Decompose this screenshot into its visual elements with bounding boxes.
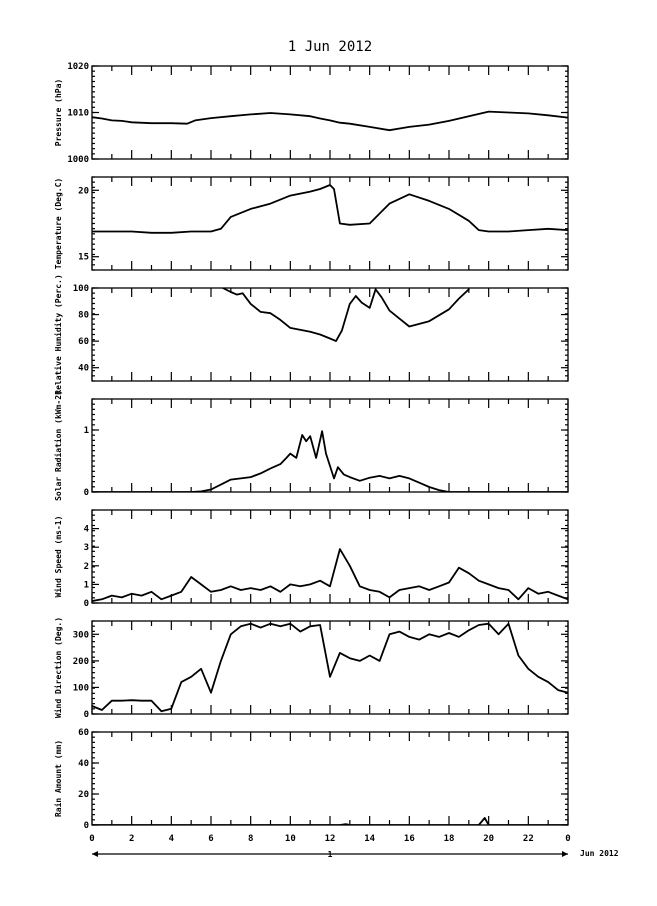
y-axis-label: Temperature (Deg.C) [54, 177, 63, 270]
y-tick-label: 1000 [67, 155, 89, 165]
y-axis-label: Solar Radiation (kWm-2) [54, 390, 63, 501]
day-bracket-left-arrow [92, 851, 98, 857]
x-tick-label: 16 [403, 834, 415, 844]
y-tick-label: 200 [72, 656, 89, 667]
y-tick-label: 20 [78, 790, 89, 800]
panel-5 [53, 617, 568, 720]
x-tick-label: 8 [247, 834, 254, 844]
x-tick-label: 10 [284, 834, 296, 844]
y-tick-label: 1010 [67, 108, 89, 119]
y-tick-label: 20 [78, 186, 89, 197]
x-tick-label: 0 [565, 834, 571, 844]
x-axis [89, 834, 570, 859]
panel-frame [92, 732, 568, 825]
y-tick-label: 0 [83, 710, 89, 720]
panel-2 [53, 274, 568, 394]
y-tick-label: 100 [72, 284, 89, 294]
x-tick-label: 4 [168, 834, 175, 844]
panel-4 [53, 510, 568, 609]
y-tick-label: 60 [78, 337, 89, 348]
y-axis-label: Relative Humidity (Perc.) [54, 274, 63, 395]
y-tick-label: 0 [83, 488, 89, 498]
panel-6 [53, 728, 568, 831]
y-tick-label: 1 [83, 426, 89, 436]
panel-frame [92, 288, 568, 381]
panel-3 [53, 390, 568, 501]
panel-1 [54, 177, 568, 270]
y-axis-label: Pressure (hPa) [54, 78, 63, 147]
y-tick-label: 1020 [67, 62, 89, 72]
y-tick-label: 40 [78, 363, 89, 374]
x-tick-label: 14 [364, 834, 376, 844]
y-tick-label: 1 [83, 580, 89, 591]
y-tick-label: 4 [83, 524, 89, 535]
x-tick-label: 12 [324, 834, 336, 844]
x-tick-label: 2 [128, 834, 135, 844]
panel-frame [92, 621, 568, 714]
x-axis-day-label: 1 [327, 850, 333, 859]
y-tick-label: 0 [83, 599, 89, 609]
y-axis-label: Wind Speed (ms-1) [54, 515, 63, 598]
y-axis-label: Rain Amount (mm) [54, 739, 63, 818]
panel-frame [92, 399, 568, 492]
y-tick-label: 3 [83, 543, 89, 554]
x-axis-period-label: Jun 2012 [580, 849, 619, 858]
y-tick-label: 80 [78, 310, 89, 321]
day-bracket-right-arrow [562, 851, 568, 857]
panel-frame [92, 177, 568, 270]
x-tick-label: 22 [522, 834, 534, 844]
series-line [92, 431, 568, 492]
series-line [92, 549, 568, 601]
panel-frame [92, 510, 568, 603]
x-tick-label: 0 [89, 834, 95, 844]
y-tick-label: 2 [83, 561, 89, 572]
series-line [92, 112, 568, 131]
y-tick-label: 0 [83, 821, 89, 831]
y-tick-label: 60 [78, 728, 89, 738]
y-tick-label: 15 [78, 252, 89, 263]
chart-title: 1 Jun 2012 [287, 39, 373, 55]
series-line [223, 288, 469, 341]
panels-group [53, 62, 568, 831]
series-line [92, 185, 568, 233]
y-tick-label: 300 [72, 630, 89, 641]
x-tick-label: 18 [443, 834, 455, 844]
panel-0 [54, 62, 568, 165]
series-line [92, 624, 568, 712]
y-axis-label: Wind Direction (Deg.) [54, 616, 63, 719]
x-tick-label: 20 [483, 834, 495, 844]
y-tick-label: 40 [78, 759, 89, 769]
x-tick-label: 6 [208, 834, 214, 844]
y-tick-label: 100 [72, 683, 89, 694]
